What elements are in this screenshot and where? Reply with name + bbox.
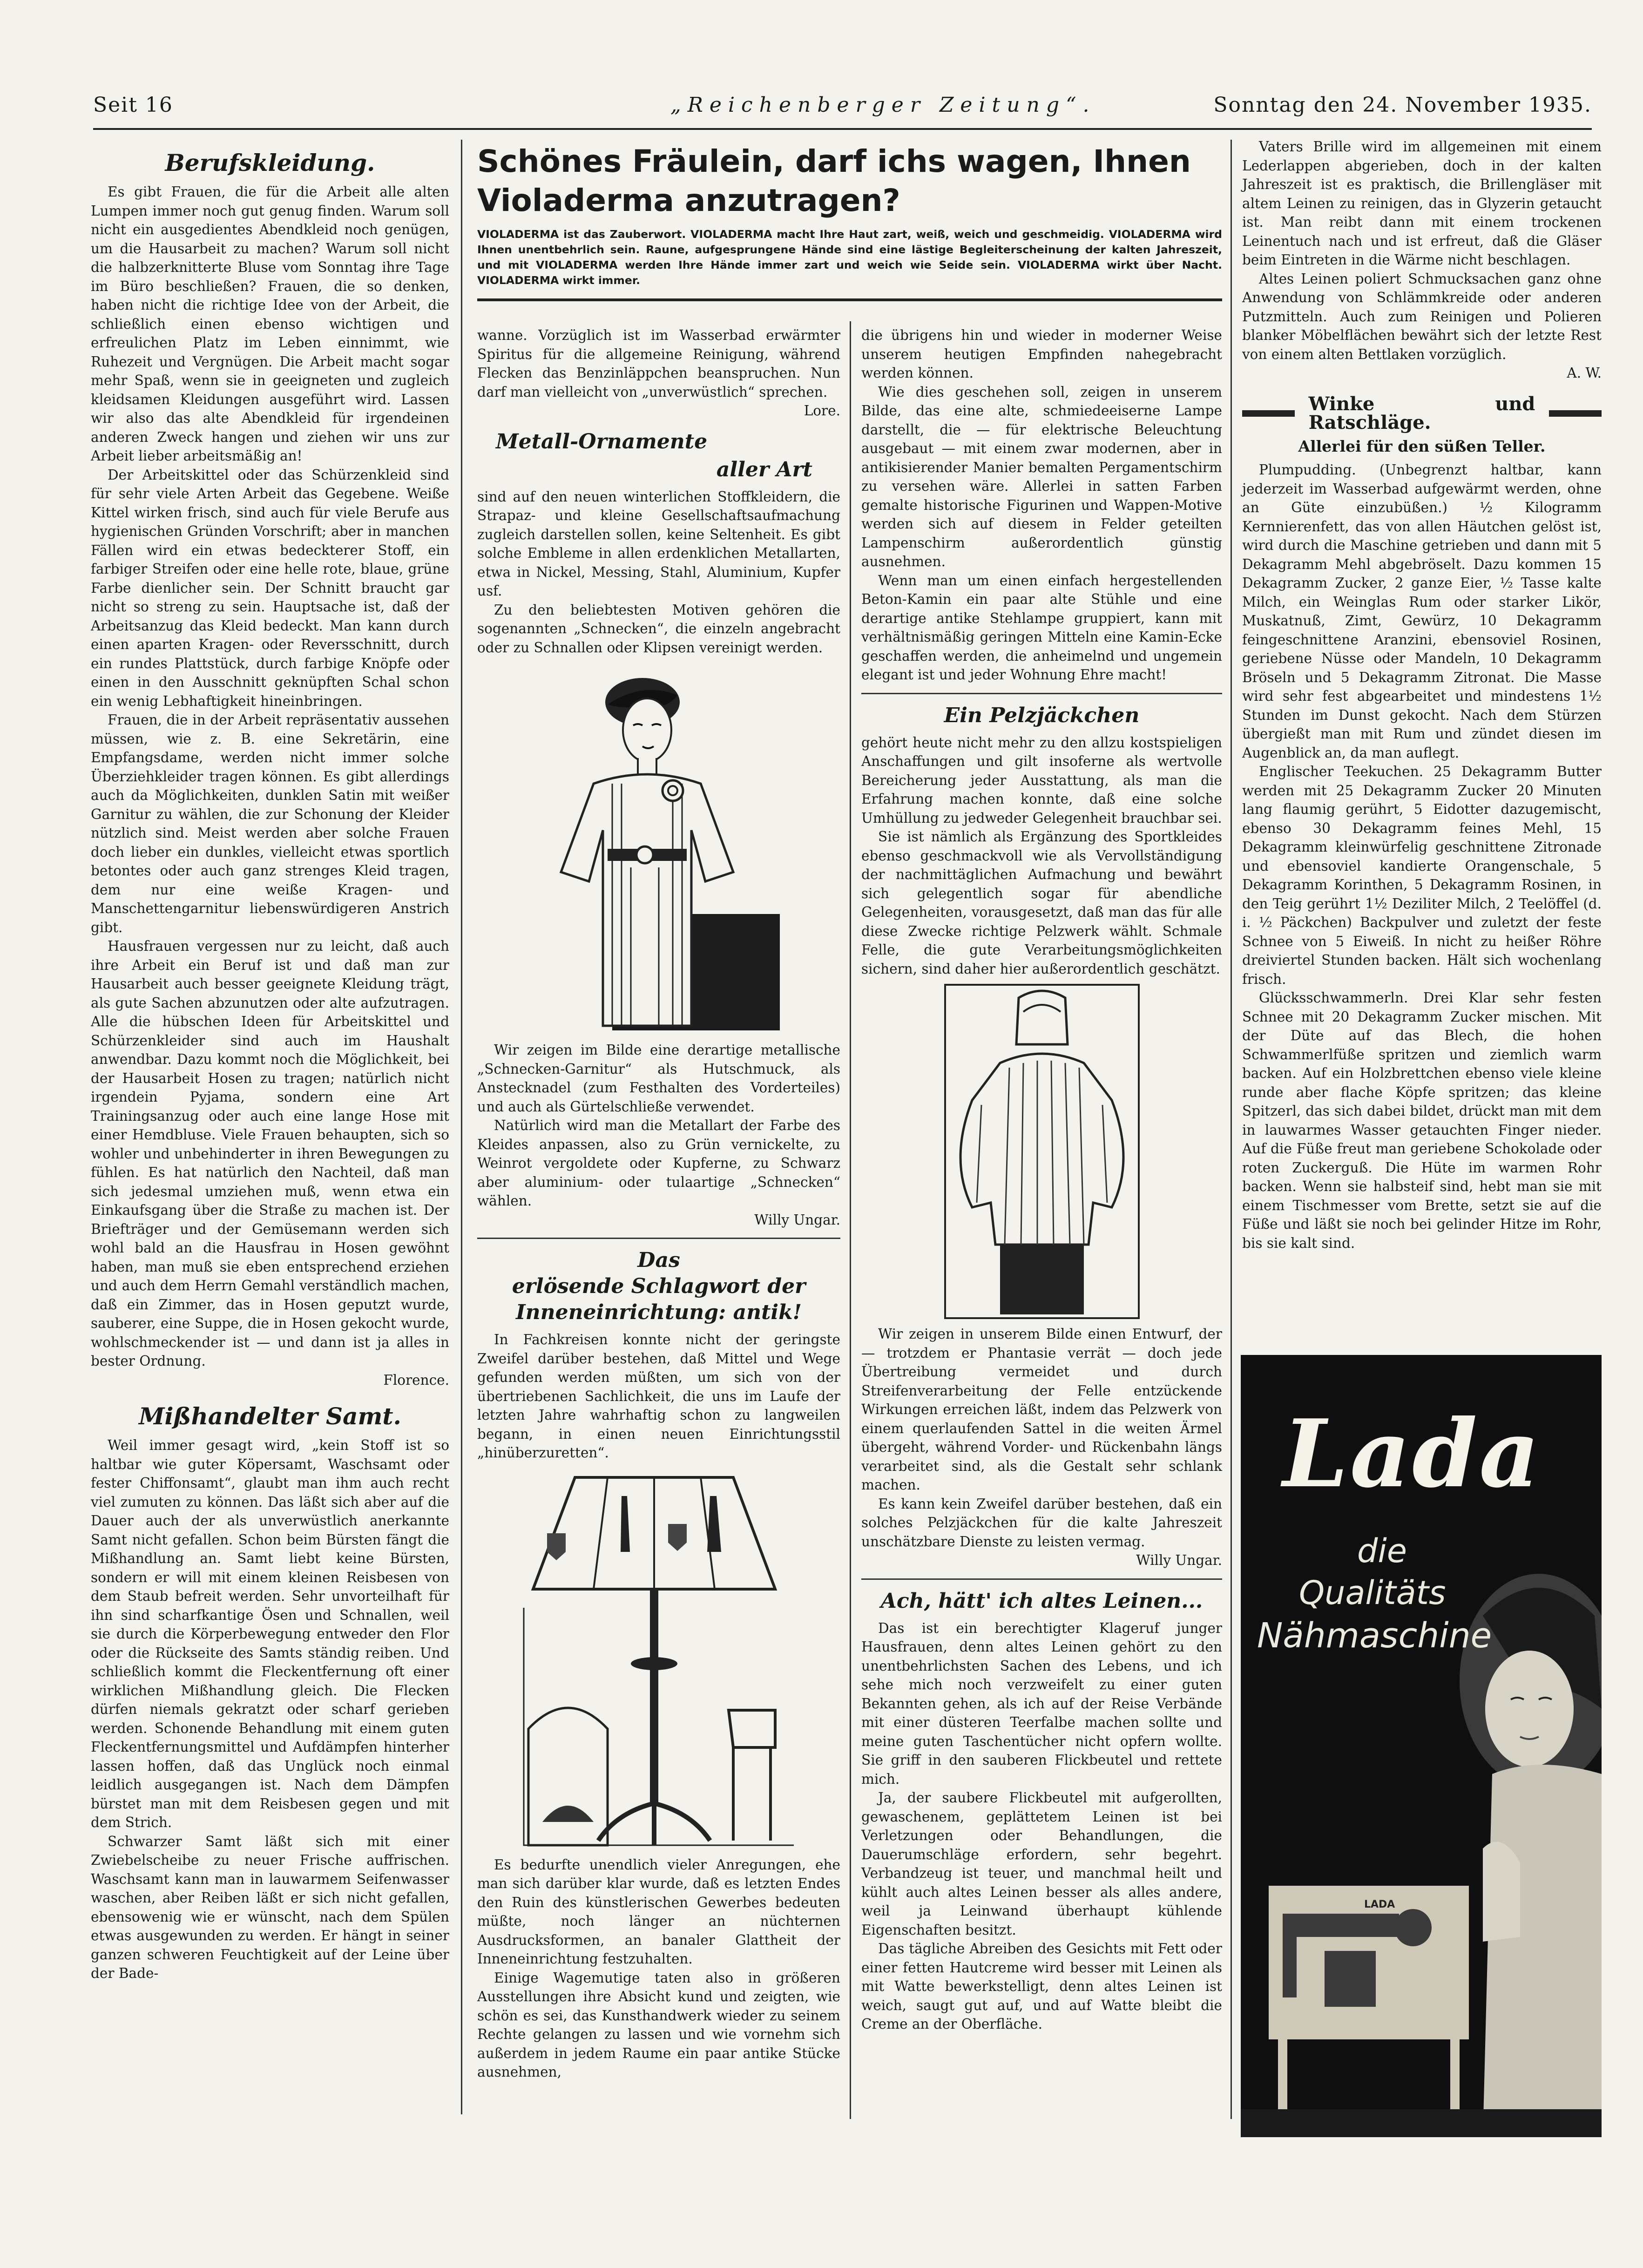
article-heading: Berufskleidung. (165, 149, 375, 176)
article-heading: erlösende Schlagwort der Inneneinrichtung: antik! (512, 1274, 806, 1324)
ad-text: VIOLADERMA ist das Zauberwort. VIOLADERMA macht Ihre Haut zart, weiß, weich und geschmeidig. VIOLADERMA wird Ihnen unentbehrlich sein. Raune, aufgesprungene Hände sind eine lästige Begleiterscheinung der kalten Jahreszeit, und mit VIOLADERMA werden Ihre Hände immer zart und weich wie Seide sein. VIOLADERMA wirkt über Nacht. VIOLADERMA wirkt immer. (477, 228, 1222, 287)
banner-bar (1242, 410, 1295, 417)
column-1 (91, 140, 449, 1983)
paragraph: Hausfrauen vergessen nur zu leicht, daß auch ihre Arbeit ein Beruf ist und daß man zur Hausarbeit auch besser geeignete Kleidung trägt, als gute Sachen abzunutzen oder alte aufzutragen. Alle die hübschen Ideen für Arbeitskittel und Schürzenkleider sind auch im Haushalt anwendbar. Dazu kommt noch die Möglichkeit, bei der Hausarbeit Hosen zu tragen; natürlich nicht irgendein Pyjama, sondern eine Art Trainingsanzug oder auch eine lange Hose mit einer Hemdbluse. Viele Frauen behaupten, sich so wohler und unbehinderter in ihren Bewegungen zu fühlen. Es hat natürlich den Nachteil, daß man sich jedesmal umziehen muß, wenn etwa ein Einkaufsgang über die Straße zu machen ist. Der Briefträger und der Gemüsemann werden sich wohl bald an die Hausfrau in Hosen gewöhnt haben, man muß sie eben entsprechend erziehen und auch dem Herrn Gemahl verständlich machen, daß ein Zimmer, das in Hosen geputzt wurde, sauberer, eine Suppe, die in Hosen gekocht wurde, wohlschmeckender ist — und dann ist ja alles in bester Ordnung. (91, 938, 449, 1369)
recipe-paragraph: Plumpudding. (Unbegrenzt haltbar, kann jederzeit im Wasserbad aufgewärmt werden, ohne an Güte einzubüßen.) ½ Kilogramm Kernnierenfett, das von allen Häutchen gelöst ist, wird durch die Maschine getrieben und dann mit 5 Dekagramm Mehl abgebröselt. Dazu kommen 15 Dekagramm Zucker, 2 ganze Eier, ½ Tasse kalte Milch, ein Weinglas Rum oder starker Likör, Muskatnuß, Zimt, Gewürz, 10 Dekagramm feingeschnittene Aranzini, ebensoviel Rosinen, geriebene Nüsse oder Mandeln, 10 Dekagramm Bröseln und 5 Dekagramm Zitronat. Die Masse wird sehr fest abgearbeitet und mindestens 1½ Stunden im Dunst gekocht. Nach dem Stürzen übergießt man mit Rum und zündet diesen im Augenblick an, da man auflegt. (1242, 462, 1602, 761)
column-rule (461, 140, 462, 2114)
ad-slogan-line: Qualitäts (1299, 1574, 1446, 1612)
section-title: Winke und Ratschläge. (1308, 393, 1535, 433)
figure-caption: Wir zeigen im Bilde eine derartige metallische „Schnecken-Garnitur“ als Hutschmuck, als Anstecknadel (zum Festhalten des Vorderteiles) und auch als Gürtelschließe verwendet. (477, 1042, 840, 1115)
paragraph: Zu den beliebtesten Motiven gehören die sogenannten „Schnecken“, die einzeln angebracht oder zu Schnallen oder Klipsen vereinigt werden. (477, 602, 840, 656)
paragraph: sind auf den neuen winterlichen Stoffkleidern, die Strapaz- und kleine Gesellschaftsaufmachung zugleich darstellen sollen, keine Seltenheit. Es gibt solche Embleme in allen erdenklichen Metallarten, etwa in Nickel, Messing, Stahl, Aluminium, Kupfer usf. (477, 488, 840, 599)
paragraph: Weil immer gesagt wird, „kein Stoff ist so haltbar wie guter Köpersamt, Waschsamt oder fester Chiffonsamt“, glaubt man ihm auch recht viel zumuten zu können. Das läßt sich aber auf die Dauer auch der als unverwüstlich anerkannte Samt nicht gefallen. Schon beim Bürsten fängt die Mißhandlung an. Samt liebt keine Bürsten, sondern er will mit einem kleinen Reisbesen von dem Staub befreit werden. Sehr unvorteilhaft für ihn sind scharfkantige Ösen und Schnallen, weil sie durch die Körperbewegung entweder den Flor oder die Rückseite des Samts ständig reiben. Und schließlich kommt die Fleckentfernung oft einer wirklichen Mißhandlung gleich. Die Flecken dürfen niemals gekratzt oder scharf gerieben werden. Schonende Behandlung mit einem guten Fleckentfernungsmittel und Aufdämpfen hinterher lassen hoffen, daß das Unglück noch einmal leidlich ausgegangen ist. Nach dem Dämpfen bürstet man mit dem Reisbesen gegen und mit dem Strich. (91, 1437, 449, 1830)
column-3 (861, 326, 1222, 2034)
page-header (93, 93, 1592, 126)
paragraph: In Fachkreisen konnte nicht der geringste Zweifel darüber bestehen, daß Mittel und Wege gefunden werden müßten, um sich von der übertriebenen Sachlichkeit, die uns im Laufe der letzten Jahre wahrhaftig schon zu langweilen begann, in einen neuen Einrichtungsstil „hinüberzuretten“. (477, 1332, 840, 1461)
author-signature: Willy Ungar. (754, 1212, 840, 1228)
column-2 (477, 326, 840, 2082)
machine-label: LADA (1364, 1899, 1395, 1910)
separator (861, 1578, 1222, 1580)
paragraph: Wenn man um einen einfach hergestellenden Beton-Kamin ein paar alte Stühle und eine derartige antike Stehlampe gruppiert, kann mit verhältnismäßig geringen Mitteln eine Kamin-Ecke geschaffen werden, die anheimelnd und ungemein elegant ist und jeder Wohnung Ehre macht! (861, 572, 1222, 683)
paragraph: Es bedurfte unendlich vieler Anregungen, ehe man sich darüber klar wurde, daß es letzten Endes den Ruin des künstlerischen Gewerbes bedeuten müßte, noch länger an nüchternen Ausdrucksformen, an banaler Glattheit der Inneneinrichtung festzuhalten. (477, 1856, 840, 1967)
paragraph: wanne. Vorzüglich ist im Wasserbad erwärmter Spiritus für die allgemeine Reinigung, während Flecken das Benzinläppchen beanspruchen. Nun darf man vielleicht von „unverwüstlich“ sprechen. (477, 327, 840, 400)
ad-rule (477, 298, 1222, 301)
column-4 (1242, 137, 1602, 1252)
subheading: Allerlei für den süßen Teller. (1298, 437, 1546, 455)
article-heading: Ach, hätt' ich altes Leinen... (880, 1589, 1203, 1613)
paragraph: Das tägliche Abreiben des Gesichts mit Fett oder einer fetten Hautcreme wird besser mit Leinen als mit Watte bewerkstelligt, denn altes Leinen ist weich, saugt gut auf, und auf Watte bleibt die Creme an der Oberfläche. (861, 1941, 1222, 2032)
newspaper-name: „Reichenberger Zeitung“. (670, 93, 1096, 117)
article-heading: Ein Pelzjäckchen (944, 703, 1140, 727)
recipe-paragraph: Glücksschwammerln. Drei Klar sehr festen Schnee mit 20 Dekagramm Zucker mischen. Mit der Düte auf das Blech, die hohen Schwammerlfüße spritzen und ziemlich warm backen. Auf ein Holzbrettchen ebenso viele kleine runde aber flache Köpfe spritzen; das kleine Spitzerl, das sich dabei bildet, drückt man mit dem in lauwarmes Wasser getauchten Finger nieder. Auf die Füße freut man geriebene Schokolade oder roten Zuckerguß. Die Hüte im warmen Rohr backen. Wenn sie halbsteif sind, hebt man sie mit einem Tischmesser vom Brette, setzt sie auf die Füße und läßt sie noch bei gelinder Hitze im Rohr, bis sie kalt sind. (1242, 990, 1602, 1251)
paragraph: Altes Leinen poliert Schmucksachen ganz ohne Anwendung von Schlämmkreide oder anderen Putzmitteln. Auch zum Reinigen und Polieren blanker Möbelflächen bewährt sich der letzte Rest von einem alten Bettlaken vorzüglich. (1242, 271, 1602, 362)
paragraph: Wir zeigen in unserem Bilde einen Entwurf, der — trotzdem er Phantasie verrät — doch jede Übertreibung vermeidet und durch Streifenverarbeitung der Felle entzückende Wirkungen erreichen läßt, indem das Pelzwerk von einem querlaufenden Sattel in die weiten Ärmel übergeht, während Vorder- und Rückenbahn längs verarbeitet sind, als die Gestalt sehr schlank machen. (861, 1326, 1222, 1493)
header-rule (93, 128, 1592, 130)
recipe-paragraph: Englischer Teekuchen. 25 Dekagramm Butter werden mit 25 Dekagramm Zucker 20 Minuten lang flaumig gerührt, 5 Eidotter dazugemischt, ebenso 30 Dekagramm feines Mehl, 15 Dekagramm kleinwürfelig geschnittene Zitronade und ebensoviel kandierte Orangenschale, 5 Dekagramm Korinthen, 5 Dekagramm Rosinen, in den Teig gerührt 1½ Deziliter Milch, 2 Teelöffel (d. i. ½ Päckchen) Backpulver und zuletzt der feste Schnee von 5 Eiweiß. In nicht zu heißer Röhre dreiviertel Stunden backen. Hält sich wochenlang frisch. (1242, 764, 1602, 987)
section-banner (1242, 395, 1602, 433)
violaderma-ad (477, 137, 1222, 308)
paragraph: Sie ist nämlich als Ergänzung des Sportkleides ebenso geschmackvoll wie als Vervollständigung der nachmittäglichen Aufmachung und bewährt sich gelegentlich sogar für abendliche Gelegenheiten, vorausgesetzt, daß man das für alle diese Zwecke richtige Pelzwerk wählt. Schmale Felle, die gute Verarbeitungsmöglichkeiten sichern, sind daher hier außerordentlich geschätzt. (861, 829, 1222, 977)
separator (477, 1238, 840, 1239)
ad-headline: Schönes Fräulein, darf ichs wagen, Ihnen Violaderma anzutragen? (477, 143, 1191, 218)
paragraph: Wie dies geschehen soll, zeigen in unserem Bilde, das eine alte, schmiedeeiserne Lampe darstellt, die — für elektrische Beleuchtung ausgebaut — mit einem zwar modernen, aber in antikisierender Manier bemalten Pergamentschirm zu versehen wäre. Allerlei in satten Farben gemalte historische Figurinen und Wappen-Motive werden sich auf diesem in Felder geteilten Lampenschirm außerordentlich günstig ausnehmen. (861, 384, 1222, 569)
issue-date: Sonntag den 24. November 1935. (1213, 93, 1592, 117)
column-rule (1231, 140, 1232, 2119)
separator (861, 693, 1222, 694)
paragraph: die übrigens hin und wieder in moderner Weise unserem heutigen Empfinden nahegebracht werden können. (861, 327, 1222, 381)
fashion-illustration (538, 663, 780, 1035)
fur-jacket-illustration (944, 984, 1140, 1319)
article-heading: Mißhandelter Samt. (139, 1402, 401, 1430)
article-heading: aller Art (716, 457, 812, 481)
paragraph: Ja, der saubere Flickbeutel mit aufgerollten, gewaschenem, geplättetem Leinen ist bei Verletzungen oder Behandlungen, die Dauerumschläge erfordern, sehr begehrt. Verbandzeug ist teuer, und manchmal heilt und kühlt auch altes Leinen besser als alles andere, weil ja Leinwand überhaupt kühlende Eigenschaften besitzt. (861, 1790, 1222, 1938)
paragraph: Der Arbeitskittel oder das Schürzenkleid sind für sehr viele Arten Arbeit das Gegebene. Weiße Kittel wirken frisch, sind auch für viele Berufe aus hygienischen Gründen Vorschrift; aber in manchen Fällen wird ein etwas bedeckterer Stoff, ein farbiger Streifen oder eine helle rote, blaue, grüne Farbe dienlicher sein. Der Schnitt braucht gar nicht so streng zu sein. Hauptsache ist, daß der Arbeitsanzug das Kleid bedeckt. Man kann durch einen aparten Kragen- oder Reversschnitt, durch ein rundes Plattstück, durch farbige Knöpfe oder einen in den Ausschnitt geknüpften Schal schon ein wenig Lebhaftigkeit hineinbringen. (91, 467, 449, 709)
paragraph: Natürlich wird man die Metallart der Farbe des Kleides anpassen, also zu Grün vernickelte, zu Weinrot vergoldete oder Kupferne, zu Schwarz aber aluminium- oder tulaartige „Schnecken“ wählen. (477, 1117, 840, 1209)
lamp-illustration (514, 1468, 803, 1850)
article-heading: Metall-Ornamente (496, 429, 708, 454)
author-signature: Willy Ungar. (1136, 1552, 1222, 1568)
lada-sewing-machine-ad (1241, 1355, 1602, 2137)
paragraph: Schwarzer Samt läßt sich mit einer Zwiebelscheibe zu neuer Frische auffrischen. Waschsamt kann man in lauwarmem Seifenwasser waschen, aber Reiben läßt er sich nicht gefallen, ebensowenig wie er wünscht, nach dem Spülen etwas ausgewunden zu werden. Er hängt in seiner ganzen schweren Feuchtigkeit auf der Leine über der Bade- (91, 1833, 449, 1981)
paragraph: Das ist ein berechtigter Klageruf junger Hausfrauen, denn altes Leinen gehört zu den unentbehrlichsten Sachen des Lebens, und ich sehe mich noch verzweifelt zu einer guten Bekannten gehen, als ich auf der Reise Verbände mit einer düsteren Teerfalbe machen sollte und meine guten Taschentücher nicht opfern wollte. Sie griff in den sauberen Flickbeutel und rettete mich. (861, 1620, 1222, 1787)
article-kicker: Das (637, 1248, 680, 1272)
paragraph: Einige Wagemutige taten also in größeren Ausstellungen ihre Absicht kund und zeigten, wie schön es sei, das Kunsthandwerk wieder zu seinem Rechte gelangen zu lassen und wie vornehm sich außerdem in jedem Raume ein paar antike Stücke ausnehmen, (477, 1970, 840, 2080)
banner-bar (1549, 410, 1602, 417)
paragraph: Vaters Brille wird im allgemeinen mit einem Lederlappen abgerieben, doch in der kalten Jahreszeit ist es praktisch, die Brillengläser mit altem Leinen zu reinigen, das in Glyzerin getaucht ist. Man reibt dann mit einem trockenen Leinentuch nach und ist erfreut, daß die Gläser beim Eintreten in die Wärme nicht beschlagen. (1242, 139, 1602, 268)
paragraph: Frauen, die in der Arbeit repräsentativ aussehen müssen, wie z. B. eine Sekretärin, eine Empfangsdame, werden nicht immer solche Überziehkleider tragen können. Es gibt allerdings auch da Möglichkeiten, dunklen Satin mit weißer Garnitur zu wählen, die zur Schonung der Kleider nützlich sind. Meist werden aber solche Frauen doch lieber ein dunkles, vielleicht etwas sportlich betontes oder auch ganz strenges Kleid tragen, dem nur eine weiße Kragen- und Manschettengarnitur liebenswürdigeren Anstrich gibt. (91, 712, 449, 935)
author-signature: Lore. (804, 403, 840, 419)
paragraph: Es kann kein Zweifel darüber bestehen, daß ein solches Pelzjäckchen für die kalte Jahreszeit unschätzbare Dienste zu leisten vermag. (861, 1496, 1222, 1550)
paragraph: Es gibt Frauen, die für die Arbeit alle alten Lumpen immer noch gut genug finden. Warum soll nicht ein ausgedientes Abendkleid noch genügen, um die Hausarbeit zu machen? Warum soll nicht die halbzerknitterte Bluse vom Sonntag ihre Tage im Büro beschließen? Frauen, die so denken, haben nicht die richtige Idee von der Arbeit, die schließlich einen ebenso wichtigen und erfreulichen Platz im Leben einnimmt, wie Ruhezeit und Vergnügen. Die Arbeit macht sogar mehr Spaß, wenn sie in geeigneten und zugleich kleidsamen Kleidungen ausgeführt wird. Lassen wir also das alte Abendkleid für irgendeinen anderen Zweck hangen und ziehen wir uns zur Arbeit lieber arbeitsmäßig an! (91, 184, 449, 464)
author-signature: A. W. (1567, 365, 1602, 381)
ad-slogan-line: die (1357, 1532, 1407, 1570)
page-number: Seit 16 (93, 93, 173, 117)
ad-brand-logo: Lada (1283, 1399, 1542, 1509)
column-rule (850, 321, 851, 2119)
author-signature: Florence. (383, 1372, 449, 1388)
ad-slogan-line: Nähmaschine (1257, 1616, 1492, 1656)
paragraph: gehört heute nicht mehr zu den allzu kostspieligen Anschaffungen und gilt insoferne als wertvolle Bereicherung jeder Ausstattung, als man die Erfahrung machen konnte, daß eine solche Umhüllung zu jedweder Gelegenheit brauchbar sei. (861, 734, 1222, 826)
